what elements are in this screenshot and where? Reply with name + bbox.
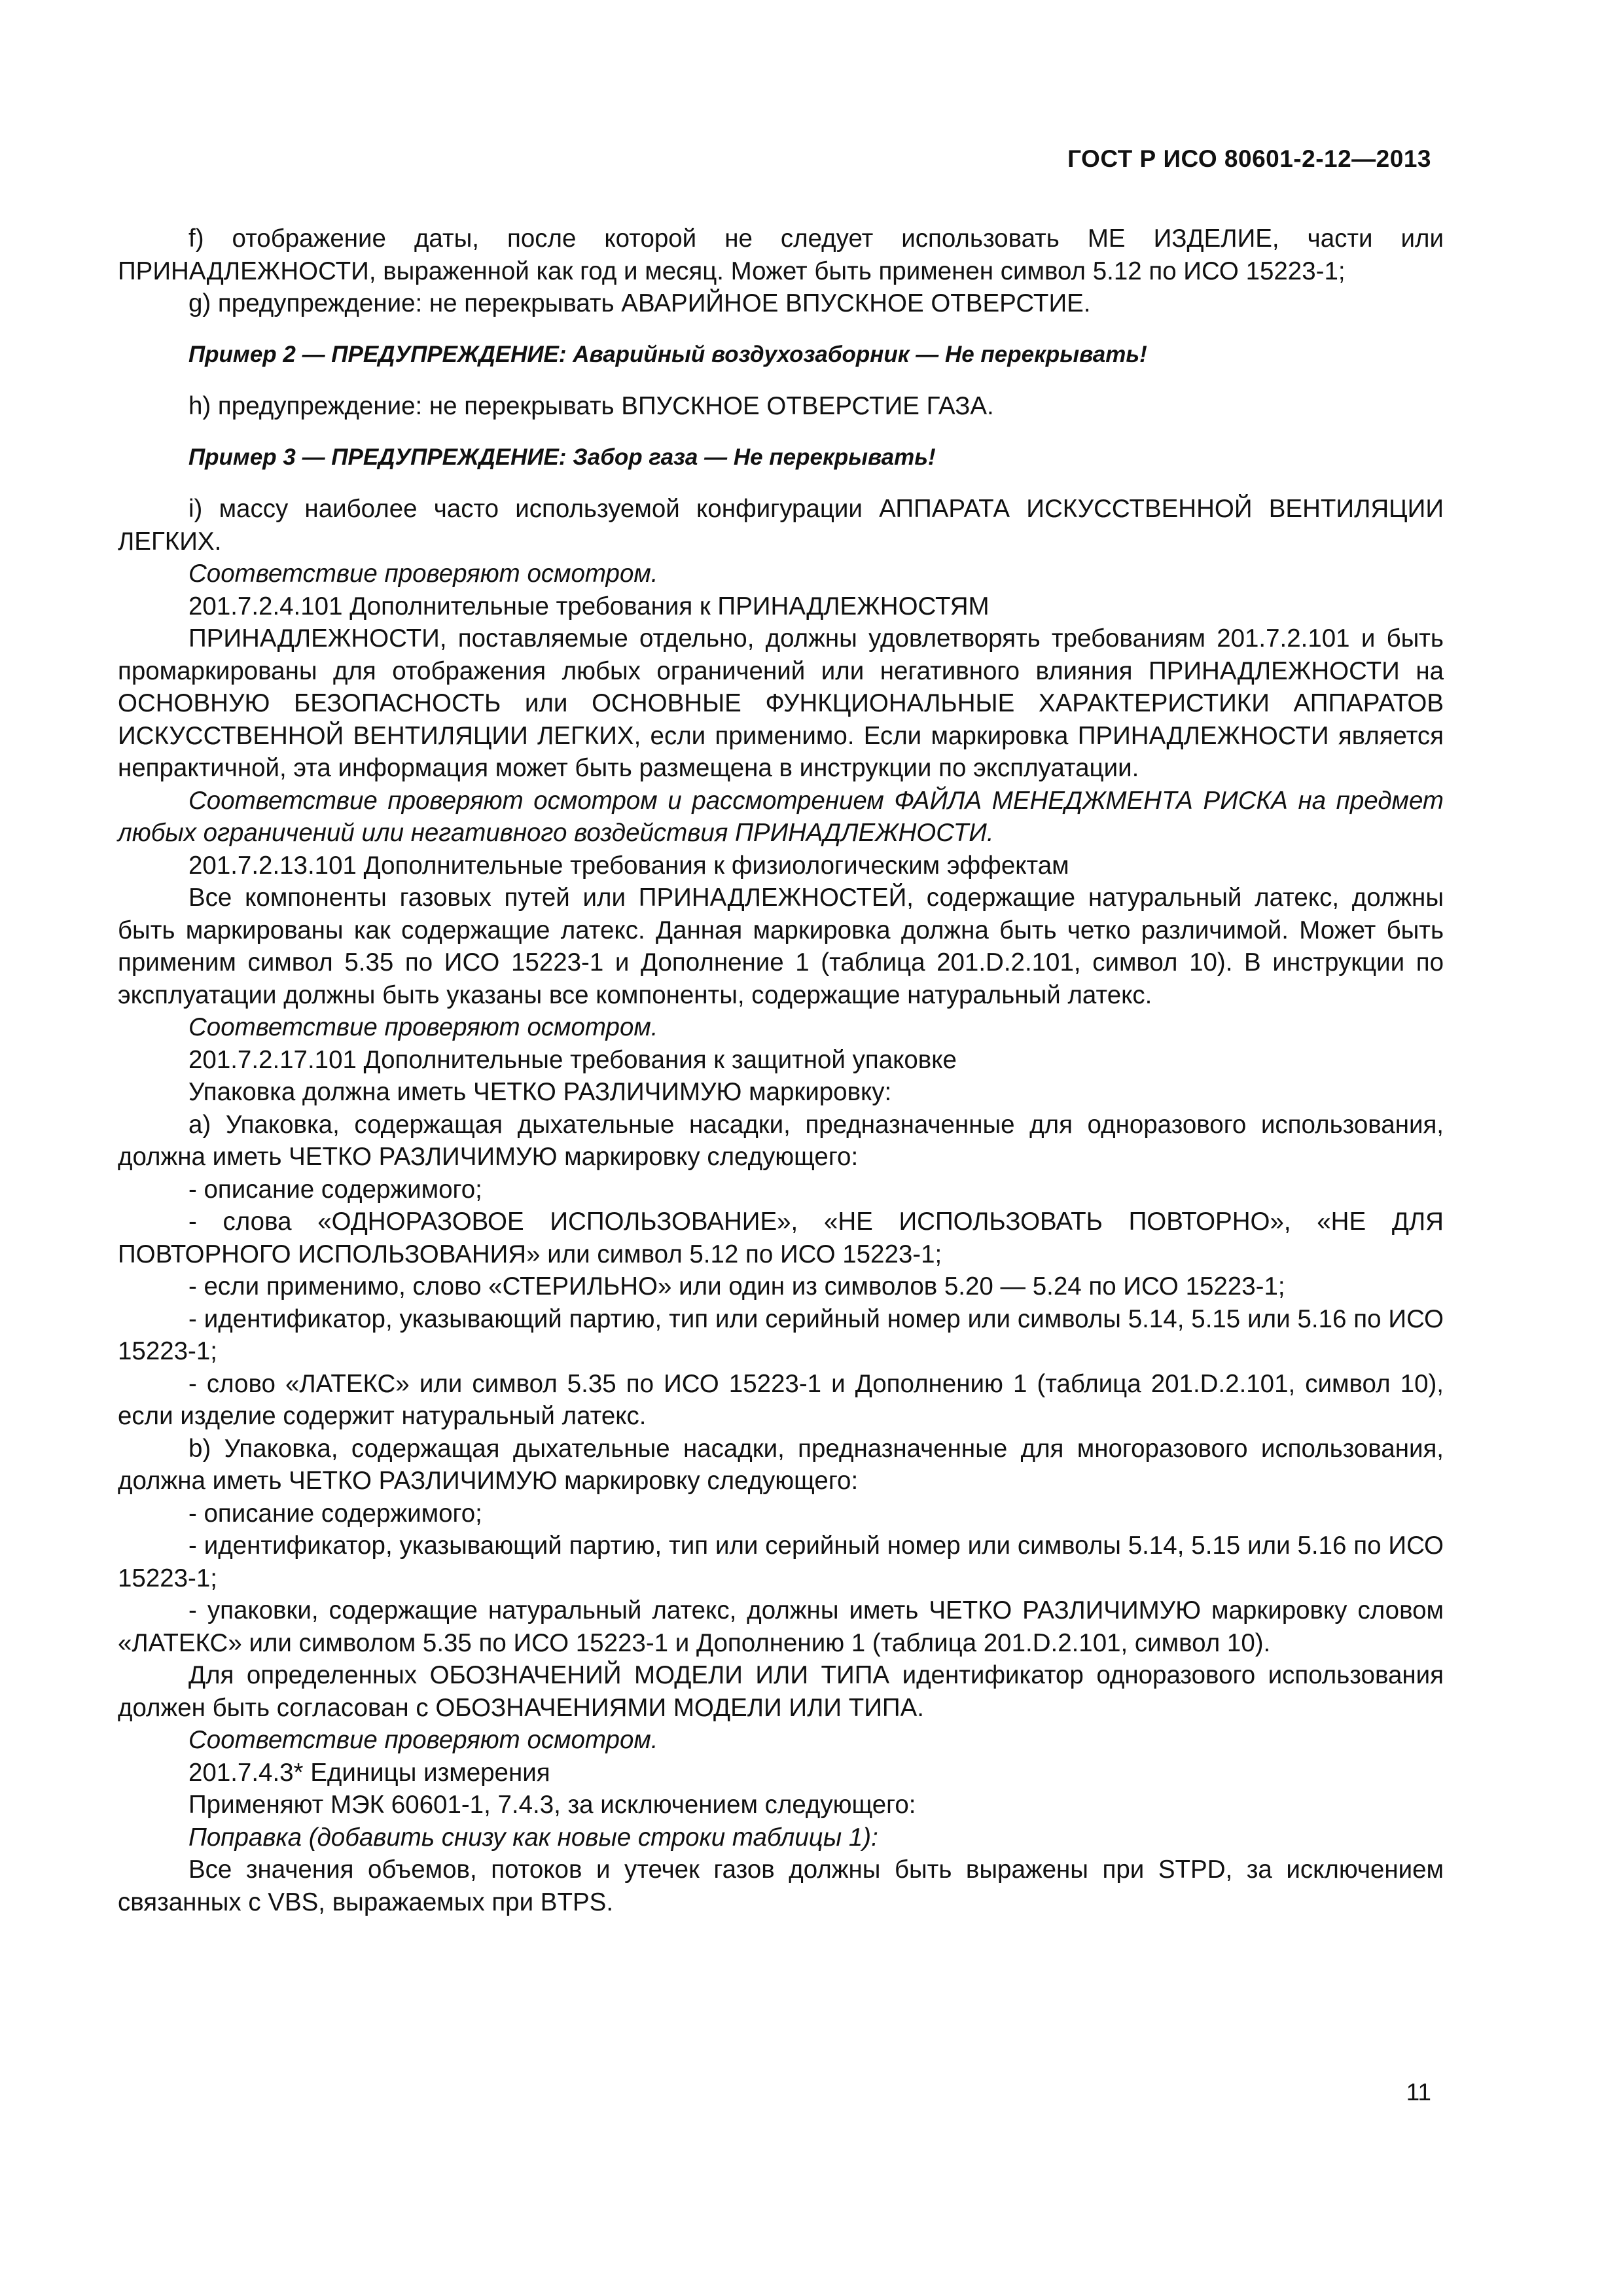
section-heading-201-7-2-17-101: 201.7.2.17.101 Дополнительные требования к защитной упаковке	[188, 1045, 957, 1074]
list-item: - слово «ЛАТЕКС» или символ 5.35 по ИСО 15223-1 и Дополнению 1 (таблица 201.D.2.101, символ 10), если изделие содержит натуральный латекс.	[118, 1369, 1444, 1430]
iec-reference: Применяют МЭК 60601-1, 7.4.3, за исключением следующего:	[188, 1791, 916, 1819]
compliance-note: Соответствие проверяют осмотром.	[188, 1013, 658, 1041]
latex-paragraph: Все компоненты газовых путей или ПРИНАДЛЕЖНОСТЕЙ, содержащие натуральный латекс, должны быть маркированы как содержащие латекс. Данная маркировка должна быть четко различимой. Может быть применим символ 5.35 по ИСО 15223-1 и Дополнение 1 (таблица 201.D.2.101, символ 10). В инструкции по эксплуатации должны быть указаны все компоненты, содержащие натуральный латекс.	[118, 884, 1444, 1009]
packaging-intro: Упаковка должна иметь ЧЕТКО РАЗЛИЧИМУЮ маркировку:	[188, 1078, 892, 1106]
accessories-paragraph: ПРИНАДЛЕЖНОСТИ, поставляемые отдельно, должны удовлетворять требованиям 201.7.2.101 и быть промаркированы для отображения любых ограничений или негативного влияния ПРИНАДЛЕЖНОСТИ на ОСНОВНУЮ БЕЗОПАСНОСТЬ или ОСНОВНЫЕ ФУНКЦИОНАЛЬНЫЕ ХАРАКТЕРИСТИКИ АППАРАТОВ ИСКУССТВЕННОЙ ВЕНТИЛЯЦИИ ЛЕГКИХ, если применимо. Если маркировка ПРИНАДЛЕЖНОСТИ является непрактичной, эта информация может быть размещена в инструкции по эксплуатации.	[118, 624, 1444, 782]
page-number: 11	[1406, 2079, 1431, 2106]
compliance-note-risk: Соответствие проверяют осмотром и рассмотрением ФАЙЛА МЕНЕДЖМЕНТА РИСКА на предмет любых ограничений или негативного воздействия ПРИНАДЛЕЖНОСТИ.	[118, 786, 1444, 847]
item-g: g) предупреждение: не перекрывать АВАРИЙНОЕ ВПУСКНОЕ ОТВЕРСТИЕ.	[188, 289, 1091, 317]
list-item: - слова «ОДНОРАЗОВОЕ ИСПОЛЬЗОВАНИЕ», «НЕ ИСПОЛЬЗОВАТЬ ПОВТОРНО», «НЕ ДЛЯ ПОВТОРНОГО ИСПОЛЬЗОВАНИЯ» или символ 5.12 по ИСО 15223-1;	[118, 1208, 1444, 1268]
section-heading-201-7-2-4-101: 201.7.2.4.101 Дополнительные требования к ПРИНАДЛЕЖНОСТЯМ	[188, 592, 990, 620]
list-item: - упаковки, содержащие натуральный латекс, должны иметь ЧЕТКО РАЗЛИЧИМУЮ маркировку словом «ЛАТЕКС» или символом 5.35 по ИСО 15223-1 и Дополнению 1 (таблица 201.D.2.101, символ 10).	[118, 1596, 1444, 1657]
item-h: h) предупреждение: не перекрывать ВПУСКНОЕ ОТВЕРСТИЕ ГАЗА.	[188, 392, 994, 420]
item-a: a) Упаковка, содержащая дыхательные насадки, предназначенные для одноразового использования, должна иметь ЧЕТКО РАЗЛИЧИМУЮ маркировку следующего:	[118, 1110, 1444, 1171]
list-item: - описание содержимого;	[188, 1175, 482, 1204]
list-item: - описание содержимого;	[188, 1499, 482, 1528]
example-3: Пример 3 — ПРЕДУПРЕЖДЕНИЕ: Забор газа — Не перекрывать!	[188, 444, 936, 470]
item-b: b) Упаковка, содержащая дыхательные насадки, предназначенные для многоразового использования, должна иметь ЧЕТКО РАЗЛИЧИМУЮ маркировку следующего:	[118, 1434, 1444, 1495]
item-f: f) отображение даты, после которой не следует использовать МЕ ИЗДЕЛИЕ, части или ПРИНАДЛЕЖНОСТИ, выраженной как год и месяц. Может быть применен символ 5.12 по ИСО 15223-1;	[118, 224, 1444, 285]
standard-header: ГОСТ Р ИСО 80601-2-12—2013	[1067, 145, 1431, 172]
section-heading-201-7-2-13-101: 201.7.2.13.101 Дополнительные требования к физиологическим эффектам	[188, 851, 1069, 880]
list-item: - идентификатор, указывающий партию, тип или серийный номер или символы 5.14, 5.15 или 5.16 по ИСО 15223-1;	[118, 1532, 1444, 1592]
list-item: - идентификатор, указывающий партию, тип или серийный номер или символы 5.14, 5.15 или 5.16 по ИСО 15223-1;	[118, 1304, 1444, 1365]
document-body	[118, 223, 1444, 1918]
compliance-note: Соответствие проверяют осмотром.	[188, 1726, 658, 1754]
units-paragraph: Все значения объемов, потоков и утечек газов должны быть выражены при STPD, за исключением связанных с VBS, выражаемых при BTPS.	[118, 1856, 1444, 1916]
amendment-note: Поправка (добавить снизу как новые строки таблицы 1):	[188, 1823, 878, 1852]
example-2: Пример 2 — ПРЕДУПРЕЖДЕНИЕ: Аварийный воздухозаборник — Не перекрывать!	[188, 341, 1147, 367]
model-type-paragraph: Для определенных ОБОЗНАЧЕНИЙ МОДЕЛИ ИЛИ ТИПА идентификатор одноразового использования должен быть согласован с ОБОЗНАЧЕНИЯМИ МОДЕЛИ ИЛИ ТИПА.	[118, 1661, 1444, 1722]
item-i: i) массу наиболее часто используемой конфигурации АППАРАТА ИСКУССТВЕННОЙ ВЕНТИЛЯЦИИ ЛЕГКИХ.	[118, 495, 1444, 556]
list-item: - если применимо, слово «СТЕРИЛЬНО» или один из символов 5.20 — 5.24 по ИСО 15223-1;	[188, 1272, 1285, 1300]
section-heading-201-7-4-3: 201.7.4.3* Единицы измерения	[188, 1758, 550, 1787]
compliance-note: Соответствие проверяют осмотром.	[188, 560, 658, 588]
